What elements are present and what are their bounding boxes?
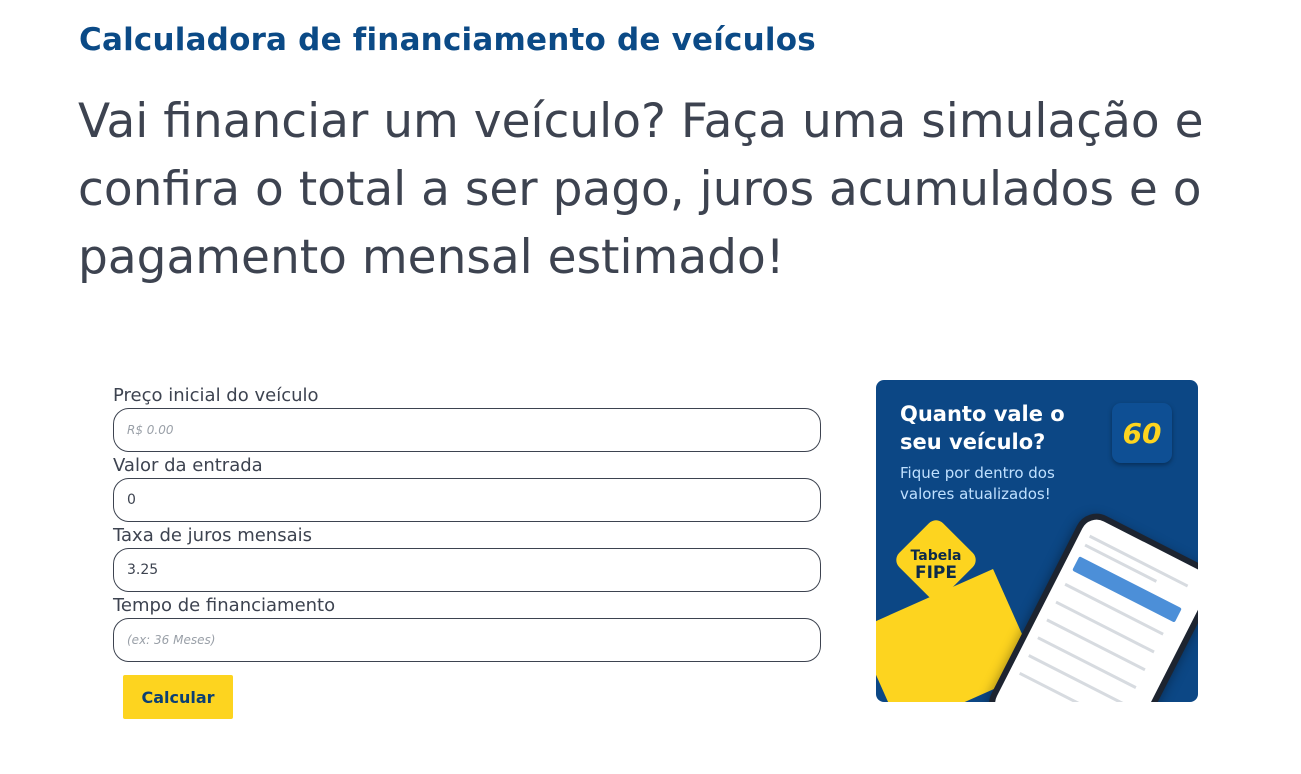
interest-rate-field[interactable]	[113, 548, 821, 592]
down-payment-label: Valor da entrada	[113, 455, 263, 476]
fipe-badge-line2: FIPE	[914, 563, 957, 583]
phone-screen-line	[1046, 619, 1145, 672]
interest-rate-input[interactable]	[125, 561, 820, 579]
fipe-badge-text	[900, 548, 972, 582]
fipe-badge-line1: Tabela	[910, 548, 962, 564]
ad-headline: Quanto vale o seu veículo?	[900, 402, 1065, 454]
page-headline: Vai financiar um veículo? Faça uma simulação e confira o total a ser pago, juros acumulados e o pagamento mensal estimado!	[78, 94, 1204, 285]
vehicle-price-label: Preço inicial do veículo	[113, 385, 319, 406]
phone-screen-line	[1037, 636, 1136, 689]
app-logo-icon: 60	[1112, 403, 1172, 463]
financing-term-input[interactable]	[125, 631, 820, 649]
vehicle-price-input[interactable]	[125, 421, 820, 439]
calculate-button[interactable]: Calcular	[123, 675, 233, 719]
down-payment-input[interactable]	[125, 491, 820, 509]
financing-form	[113, 383, 823, 663]
vehicle-price-field[interactable]	[113, 408, 821, 452]
down-payment-field[interactable]	[113, 478, 821, 522]
page-title: Calculadora de financiamento de veículos	[79, 22, 816, 58]
phone-screen-line	[1055, 601, 1154, 654]
financing-term-field[interactable]	[113, 618, 821, 662]
phone-screen-line	[1028, 654, 1127, 702]
interest-rate-label: Taxa de juros mensais	[113, 525, 313, 546]
financing-term-label: Tempo de financiamento	[113, 595, 336, 616]
phone-illustration	[982, 506, 1198, 702]
fipe-ad-banner[interactable]	[876, 380, 1198, 702]
ad-subtext: Fique por dentro dos valores atualizados!	[900, 464, 1055, 503]
